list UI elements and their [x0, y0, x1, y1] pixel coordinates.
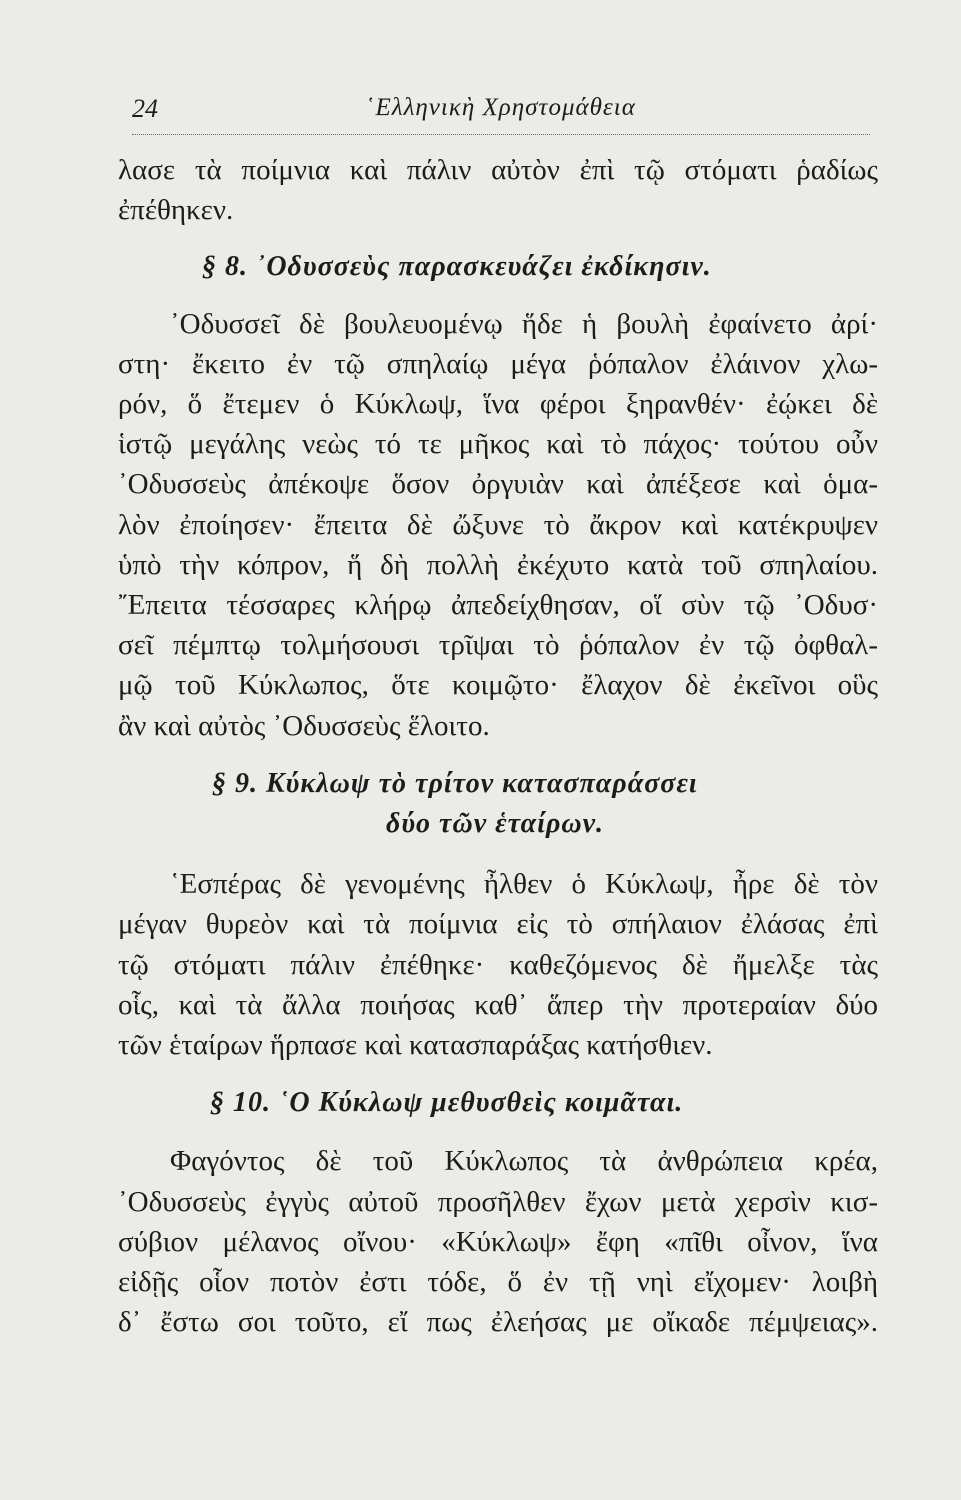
page-number: 24	[132, 94, 158, 123]
text-line: δ᾿ ἔστω σοι τοῦτο, εἴ πως ἐλεήσας με οἴκαδε πέμψειας».	[118, 1306, 878, 1339]
text-line: ῾Εσπέρας δὲ γενομένης ἦλθεν ὁ Κύκλωψ, ἦρε δὲ τὸν	[170, 868, 878, 901]
text-line: ἐπέθηκεν.	[118, 194, 234, 227]
text-line: τῶν ἑταίρων ἥρπασε καὶ κατασπαράξας κατήσθιεν.	[118, 1029, 713, 1062]
text-line: μέγαν θυρεὸν καὶ τὰ ποίμνια εἰς τὸ σπήλαιον ἐλάσας ἐπὶ	[118, 908, 878, 941]
text-line: σεῖ πέμπτῳ τολμήσουσι τρῖψαι τὸ ῥόπαλον ἐν τῷ ὀφθαλ-	[118, 629, 878, 662]
text-line: ἂν καὶ αὐτὸς ᾿Οδυσσεὺς ἕλοιτο.	[118, 709, 490, 742]
body-text	[118, 150, 878, 1342]
text-line: ᾿Οδυσσεὺς ἀπέκοψε ὅσον ὀργυιὰν καὶ ἀπέξεσε καὶ ὁμα-	[118, 468, 878, 501]
text-line: οἷς, καὶ τὰ ἄλλα ποιήσας καθ᾿ ἅπερ τὴν προτεραίαν δύο	[118, 988, 878, 1021]
running-title: ῾Ελληνικὴ Χρηστομάθεια	[366, 94, 636, 121]
section-9-paragraph	[118, 864, 878, 1065]
opening-paragraph	[118, 150, 878, 230]
text-line: ῎Επειτα τέσσαρες κλήρῳ ἀπεδείχθησαν, οἵ σὺν τῷ ᾿Οδυσ·	[118, 589, 878, 622]
text-line: εἰδῇς οἷον ποτὸν ἐστι τόδε, ὅ ἐν τῇ νηὶ εἴχομεν· λοιβὴ	[118, 1266, 878, 1299]
text-line: ᾿Οδυσσεὺς ἐγγὺς αὐτοῦ προσῆλθεν ἔχων μετὰ χερσὶν κισ-	[118, 1185, 878, 1218]
text-line: ἱστῷ μεγάλης νεὼς τό τε μῆκος καὶ τὸ πάχος· τούτου οὖν	[118, 428, 878, 461]
section-10-heading: § 10. ῾Ο Κύκλωψ μεθυσθεὶς κοιμᾶται.	[210, 1087, 684, 1119]
text-line: ὑπὸ τὴν κόπρον, ἥ δὴ πολλὴ ἐκέχυτο κατὰ τοῦ σπηλαίου.	[118, 548, 878, 581]
text-line: ᾿Οδυσσεῖ δὲ βουλευομένῳ ἥδε ἡ βουλὴ ἐφαίνετο ἀρί·	[170, 307, 878, 340]
section-8-paragraph	[118, 304, 878, 746]
text-line: στη· ἔκειτο ἐν τῷ σπηλαίῳ μέγα ῥόπαλον ἐλάινον χλω-	[118, 347, 878, 380]
text-line: μῷ τοῦ Κύκλωπος, ὅτε κοιμῷτο· ἔλαχον δὲ ἐκεῖνοι οὓς	[118, 669, 878, 702]
text-line: τῷ στόματι πάλιν ἐπέθηκε· καθεζόμενος δὲ ἤμελξε τὰς	[118, 948, 878, 981]
section-8-heading: § 8. ᾿Οδυσσεὺς παρασκευάζει ἐκδίκησιν.	[202, 251, 712, 283]
text-line: ρόν, ὅ ἔτεμεν ὁ Κύκλωψ, ἵνα φέροι ξηρανθέν· ἐῴκει δὲ	[118, 388, 878, 421]
text-line: Φαγόντος δὲ τοῦ Κύκλωπος τὰ ἀνθρώπεια κρέα,	[170, 1145, 878, 1178]
section-10-paragraph	[118, 1141, 878, 1342]
text-line: σύβιον μέλανος οἴνου· «Κύκλωψ» ἔφη «πῖθι οἶνον, ἵνα	[118, 1225, 878, 1258]
section-9-heading: § 9. Κύκλωψ τὸ τρίτον κατασπαράσσει	[212, 767, 698, 799]
section-9-heading-continued: δύο τῶν ἑταίρων.	[386, 808, 605, 840]
text-line: λασε τὰ ποίμνια καὶ πάλιν αὐτὸν ἐπὶ τῷ στόματι ῥαδίως	[118, 154, 878, 186]
text-line: λὸν ἐποίησεν· ἔπειτα δὲ ὤξυνε τὸ ἄκρον καὶ κατέκρυψεν	[118, 508, 878, 541]
page-header	[132, 94, 870, 135]
